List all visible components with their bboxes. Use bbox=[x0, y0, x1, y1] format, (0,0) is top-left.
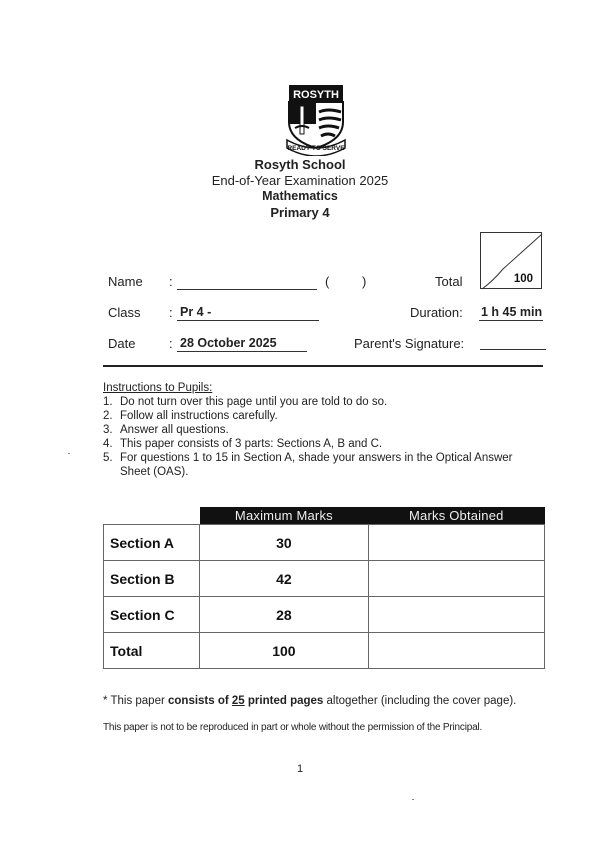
parent-signature-field[interactable] bbox=[480, 333, 546, 350]
page-count-suffix: altogether (including the cover page). bbox=[323, 695, 517, 707]
school-crest-logo bbox=[283, 84, 349, 156]
index-close-paren: ) bbox=[362, 274, 367, 289]
date-field[interactable] bbox=[177, 335, 307, 352]
section-name: Section C bbox=[104, 597, 200, 633]
instruction-number: 4. bbox=[103, 438, 113, 450]
diagonal-line-icon bbox=[481, 233, 543, 290]
level-title: Primary 4 bbox=[270, 205, 330, 220]
parent-signature-label: Parent's Signature: bbox=[354, 336, 465, 351]
page-count-note bbox=[103, 695, 516, 707]
class-label: Class bbox=[108, 305, 141, 320]
maximum-marks: 100 bbox=[200, 633, 368, 669]
maximum-marks: 42 bbox=[200, 561, 368, 597]
school-name: Rosyth School bbox=[254, 157, 346, 172]
scan-speck bbox=[68, 453, 70, 454]
name-label: Name bbox=[108, 274, 143, 289]
instruction-text: For questions 1 to 15 in Section A, shade your answers in the Optical Answer Sheet (OAS). bbox=[120, 452, 513, 478]
instruction-item bbox=[103, 395, 480, 409]
instruction-text: Follow all instructions carefully. bbox=[120, 410, 278, 422]
total-label: Total bbox=[435, 274, 463, 289]
section-divider bbox=[103, 365, 543, 367]
instruction-item bbox=[103, 437, 515, 451]
table-row bbox=[104, 597, 545, 633]
section-name: Section B bbox=[104, 561, 200, 597]
total-score-box[interactable] bbox=[480, 232, 542, 289]
instruction-text: Do not turn over this page until you are told to do so. bbox=[120, 396, 388, 408]
section-name: Section A bbox=[104, 525, 200, 561]
instructions-heading: Instructions to Pupils: bbox=[103, 382, 213, 394]
instruction-number: 1. bbox=[103, 396, 113, 408]
marks-table bbox=[103, 507, 545, 669]
page-count-number: 25 bbox=[231, 695, 245, 707]
marks-obtained-cell[interactable] bbox=[368, 561, 544, 597]
duration-value: 1 h 45 min bbox=[481, 305, 543, 319]
exam-title: End-of-Year Examination 2025 bbox=[211, 173, 389, 188]
copyright-notice: This paper is not to be reproduced in part or whole without the permission of the Principal. bbox=[103, 722, 483, 733]
index-open-paren: ( bbox=[325, 274, 330, 289]
index-number-field[interactable] bbox=[332, 272, 358, 290]
page-count-bold-1: consists of bbox=[168, 695, 232, 707]
instruction-item bbox=[103, 451, 515, 479]
marks-obtained-cell[interactable] bbox=[368, 525, 544, 561]
table-row bbox=[104, 633, 545, 669]
instruction-number: 3. bbox=[103, 424, 113, 436]
instruction-item bbox=[103, 423, 515, 437]
svg-text:READY TO SERVE: READY TO SERVE bbox=[287, 145, 345, 152]
instruction-text: This paper consists of 3 parts: Sections A, B and C. bbox=[120, 438, 383, 450]
total-score-value: 100 bbox=[513, 273, 533, 285]
name-field[interactable] bbox=[177, 273, 317, 290]
name-colon: : bbox=[169, 274, 173, 289]
instructions bbox=[103, 381, 515, 479]
marks-obtained-cell[interactable] bbox=[368, 597, 544, 633]
date-colon: : bbox=[169, 336, 173, 351]
maximum-marks: 28 bbox=[200, 597, 368, 633]
section-name: Total bbox=[104, 633, 200, 669]
instruction-text: Answer all questions. bbox=[120, 424, 229, 436]
date-value: 28 October 2025 bbox=[180, 336, 277, 350]
header-maximum-marks: Maximum Marks bbox=[200, 507, 368, 525]
duration-field bbox=[479, 304, 543, 321]
subject-title: Mathematics bbox=[262, 189, 338, 203]
instruction-number: 5. bbox=[103, 452, 113, 464]
table-row bbox=[104, 525, 545, 561]
svg-text:ROSYTH: ROSYTH bbox=[293, 89, 339, 101]
duration-label: Duration: bbox=[410, 305, 463, 320]
table-row bbox=[104, 561, 545, 597]
page-count-bold-2: printed pages bbox=[244, 695, 324, 707]
instructions-list bbox=[103, 395, 515, 479]
marks-table-header bbox=[104, 507, 545, 525]
instruction-item bbox=[103, 409, 515, 423]
maximum-marks: 30 bbox=[200, 525, 368, 561]
scan-speck bbox=[412, 799, 414, 800]
class-field[interactable] bbox=[177, 304, 319, 321]
page-count-prefix: * This paper bbox=[103, 695, 168, 707]
class-value: Pr 4 - bbox=[180, 305, 212, 319]
instruction-number: 2. bbox=[103, 410, 113, 422]
page-number: 1 bbox=[296, 763, 304, 775]
marks-obtained-cell[interactable] bbox=[368, 633, 544, 669]
header-blank bbox=[104, 507, 200, 525]
class-colon: : bbox=[169, 305, 173, 320]
header-marks-obtained: Marks Obtained bbox=[368, 507, 544, 525]
date-label: Date bbox=[108, 336, 136, 351]
